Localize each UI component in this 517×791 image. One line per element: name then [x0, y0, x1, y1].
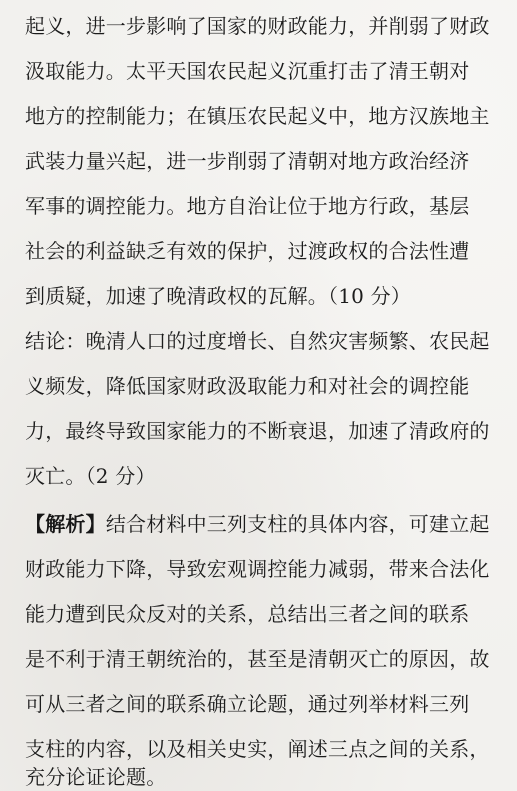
analysis-line: [0, 637, 517, 681]
text-line: [0, 229, 517, 273]
analysis-line: [0, 592, 517, 636]
text-line-content: 结论：晚清人口的过度增长、自然灾害频繁、农民起: [25, 329, 490, 353]
text-line-content: 军事的调控能力。地方自治让位于地方行政，基层: [25, 194, 470, 218]
text-line-content: 地方的控制能力；在镇压农民起义中，地方汉族地主: [25, 104, 490, 128]
analysis-first-line: [25, 502, 490, 546]
text-line: [0, 4, 517, 48]
analysis-line: [0, 682, 517, 726]
analysis-line: [0, 763, 517, 791]
text-line-content: 社会的利益缺乏有效的保护，过渡政权的合法性遭: [25, 239, 470, 263]
analysis-line: [0, 547, 517, 591]
text-line-content: 到质疑，加速了晚清政权的瓦解。（10 分）: [25, 284, 412, 308]
text-line-content: 支柱的内容，以及相关史实，阐述三点之间的关系，: [25, 737, 490, 761]
analysis-tag: 【解析】: [25, 512, 106, 536]
text-line: [0, 184, 517, 228]
text-line: [0, 274, 517, 318]
text-line-content: 汲取能力。太平天国农民起义沉重打击了清王朝对: [25, 59, 470, 83]
text-line-content: 是不利于清王朝统治的，甚至是清朝灭亡的原因，故: [25, 647, 490, 671]
text-line-content: 起义，进一步影响了国家的财政能力，并削弱了财政: [25, 14, 490, 38]
text-line-content: 财政能力下降，导致宏观调控能力减弱，带来合法化: [25, 557, 490, 581]
analysis-first-line-text: 结合材料中三列支柱的具体内容，可建立起: [105, 512, 490, 536]
analysis-line: [0, 502, 517, 546]
text-line-content: 义频发，降低国家财政汲取能力和对社会的调控能: [25, 374, 470, 398]
text-line: [0, 94, 517, 138]
text-line: [0, 409, 517, 453]
text-line: [0, 454, 517, 498]
text-line-content: 武装力量兴起，进一步削弱了清朝对地方政治经济: [25, 149, 470, 173]
conclusion-line: [0, 319, 517, 363]
text-line: [0, 139, 517, 183]
text-line-content: 灭亡。（2 分）: [25, 464, 156, 488]
text-line-content: 可从三者之间的联系确立论题，通过列举材料三列: [25, 692, 470, 716]
text-line: [0, 364, 517, 408]
text-line-content: 力，最终导致国家能力的不断衰退，加速了清政府的: [25, 419, 490, 443]
text-line-content: 能力遭到民众反对的关系，总结出三者之间的联系: [25, 602, 470, 626]
text-line-content: 充分论证论题。: [25, 765, 167, 789]
text-line: [0, 49, 517, 93]
